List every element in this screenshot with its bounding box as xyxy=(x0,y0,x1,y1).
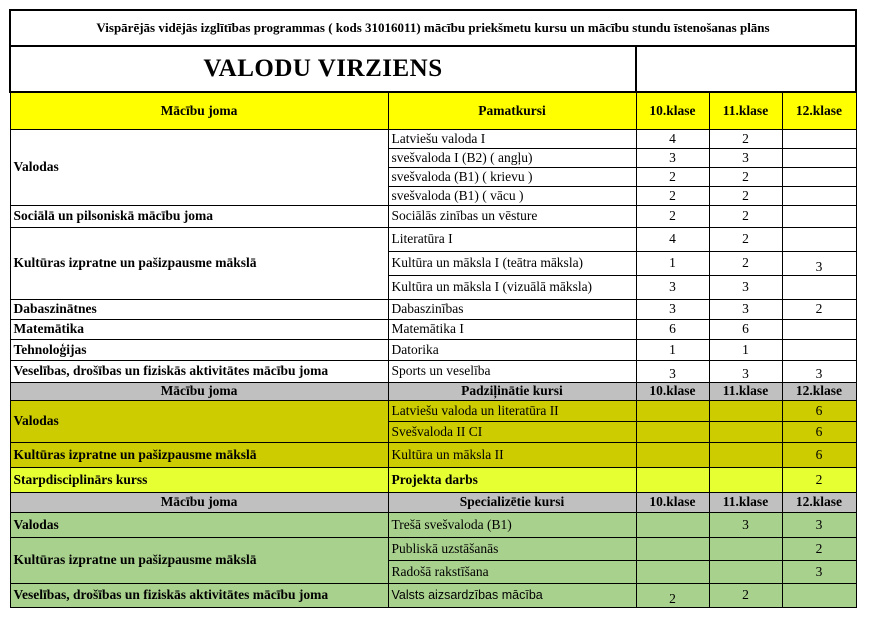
g10-cell: 3 xyxy=(636,275,709,299)
g10-cell xyxy=(636,400,709,421)
table-row xyxy=(10,339,856,360)
area-interdisciplinary: Starpdisciplinārs kurss xyxy=(10,467,388,492)
g11-cell: 2 xyxy=(709,583,782,607)
header-g12: 12.klase xyxy=(782,492,856,512)
table-row xyxy=(10,319,856,339)
advanced-header-row xyxy=(10,382,856,400)
g10-cell: 4 xyxy=(636,129,709,148)
course-cell: svešvaloda (B1) ( krievu ) xyxy=(388,167,636,186)
g10-cell xyxy=(636,467,709,492)
header-area: Mācību joma xyxy=(10,92,388,129)
course-cell: Datorika xyxy=(388,339,636,360)
g11-cell xyxy=(709,537,782,560)
table-row xyxy=(10,583,856,607)
area-math: Matemātika xyxy=(10,319,388,339)
header-g12: 12.klase xyxy=(782,92,856,129)
direction-blank xyxy=(636,46,856,92)
course-cell: Sports un veselība xyxy=(388,360,636,382)
table-row xyxy=(10,360,856,382)
g12-cell xyxy=(782,186,856,205)
course-cell: Latviešu valoda un literatūra II xyxy=(388,400,636,421)
course-cell: Publiskā uzstāšanās xyxy=(388,537,636,560)
area-culture-advanced: Kultūras izpratne un pašizpausme mākslā xyxy=(10,442,388,467)
g12-cell xyxy=(782,583,856,607)
course-cell: Kultūra un māksla I (vizuālā māksla) xyxy=(388,275,636,299)
g12-cell xyxy=(782,227,856,251)
g10-cell xyxy=(636,442,709,467)
g10-cell: 1 xyxy=(636,339,709,360)
header-g11: 11.klase xyxy=(709,92,782,129)
specialized-header-row xyxy=(10,492,856,512)
g12-cell xyxy=(782,167,856,186)
g10-cell: 3 xyxy=(636,148,709,167)
table-row xyxy=(10,299,856,319)
header-g10: 10.klase xyxy=(636,382,709,400)
g10-cell: 2 xyxy=(636,167,709,186)
g10-cell: 4 xyxy=(636,227,709,251)
course-cell: svešvaloda I (B2) ( angļu) xyxy=(388,148,636,167)
g12-cell: 2 xyxy=(782,299,856,319)
header-g10: 10.klase xyxy=(636,492,709,512)
direction-title: VALODU VIRZIENS xyxy=(10,46,636,92)
g11-cell: 3 xyxy=(709,275,782,299)
course-cell: Literatūra I xyxy=(388,227,636,251)
table-row xyxy=(10,400,856,421)
g12-cell: 3 xyxy=(782,560,856,583)
course-cell: Trešā svešvaloda (B1) xyxy=(388,512,636,537)
g11-cell xyxy=(709,400,782,421)
g11-cell xyxy=(709,442,782,467)
course-cell: Valsts aizsardzības mācība xyxy=(388,583,636,607)
area-tech: Tehnoloģijas xyxy=(10,339,388,360)
g10-cell: 1 xyxy=(636,251,709,275)
g12-cell: 6 xyxy=(782,421,856,442)
g10-cell xyxy=(636,560,709,583)
g11-cell: 2 xyxy=(709,251,782,275)
g10-cell xyxy=(636,537,709,560)
g12-cell: 3 xyxy=(782,251,856,275)
course-cell: Sociālās zinības un vēsture xyxy=(388,205,636,227)
g11-cell: 2 xyxy=(709,186,782,205)
g11-cell xyxy=(709,421,782,442)
header-g11: 11.klase xyxy=(709,492,782,512)
g12-cell: 6 xyxy=(782,442,856,467)
g12-cell xyxy=(782,205,856,227)
g10-cell: 3 xyxy=(636,299,709,319)
g11-cell: 2 xyxy=(709,167,782,186)
basic-header-row xyxy=(10,92,856,129)
table-row xyxy=(10,537,856,560)
g11-cell: 3 xyxy=(709,299,782,319)
g10-cell: 3 xyxy=(636,360,709,382)
area-culture-specialized: Kultūras izpratne un pašizpausme mākslā xyxy=(10,537,388,583)
g12-cell xyxy=(782,319,856,339)
header-area: Mācību joma xyxy=(10,492,388,512)
course-cell: svešvaloda (B1) ( vācu ) xyxy=(388,186,636,205)
g10-cell: 2 xyxy=(636,583,709,607)
g11-cell: 3 xyxy=(709,360,782,382)
area-science: Dabaszinātnes xyxy=(10,299,388,319)
g11-cell: 2 xyxy=(709,205,782,227)
study-plan-table xyxy=(9,9,857,608)
header-advanced: Padziļinātie kursi xyxy=(388,382,636,400)
header-g12: 12.klase xyxy=(782,382,856,400)
header-g10: 10.klase xyxy=(636,92,709,129)
header-basic: Pamatkursi xyxy=(388,92,636,129)
course-cell: Kultūra un māksla I (teātra māksla) xyxy=(388,251,636,275)
g10-cell: 2 xyxy=(636,205,709,227)
area-valodas: Valodas xyxy=(10,129,388,205)
area-health-specialized: Veselības, drošības un fiziskās aktivitātes mācību joma xyxy=(10,583,388,607)
g12-cell: 3 xyxy=(782,360,856,382)
table-row xyxy=(10,467,856,492)
area-valodas-specialized: Valodas xyxy=(10,512,388,537)
course-cell: Dabaszinības xyxy=(388,299,636,319)
course-cell: Projekta darbs xyxy=(388,467,636,492)
g12-cell xyxy=(782,275,856,299)
g12-cell: 3 xyxy=(782,512,856,537)
g10-cell xyxy=(636,512,709,537)
header-area: Mācību joma xyxy=(10,382,388,400)
g12-cell: 2 xyxy=(782,467,856,492)
g11-cell: 3 xyxy=(709,148,782,167)
g11-cell: 1 xyxy=(709,339,782,360)
course-cell: Kultūra un māksla II xyxy=(388,442,636,467)
g10-cell xyxy=(636,421,709,442)
header-g11: 11.klase xyxy=(709,382,782,400)
document-title: Vispārējās vidējās izglītības programmas ( kods 31016011) mācību priekšmetu kursu un mācību stundu īstenošanas plāns xyxy=(10,10,856,46)
area-culture: Kultūras izpratne un pašizpausme mākslā xyxy=(10,227,388,299)
table-row xyxy=(10,227,856,251)
g11-cell: 2 xyxy=(709,129,782,148)
header-specialized: Specializētie kursi xyxy=(388,492,636,512)
g11-cell xyxy=(709,560,782,583)
g10-cell: 2 xyxy=(636,186,709,205)
area-valodas-advanced: Valodas xyxy=(10,400,388,442)
g11-cell: 3 xyxy=(709,512,782,537)
course-cell: Matemātika I xyxy=(388,319,636,339)
g12-cell xyxy=(782,339,856,360)
course-cell: Svešvaloda II CI xyxy=(388,421,636,442)
table-row xyxy=(10,205,856,227)
area-health: Veselības, drošības un fiziskās aktivitātes mācību joma xyxy=(10,360,388,382)
table-row xyxy=(10,442,856,467)
g11-cell: 2 xyxy=(709,227,782,251)
g12-cell xyxy=(782,129,856,148)
g12-cell: 2 xyxy=(782,537,856,560)
course-cell: Latviešu valoda I xyxy=(388,129,636,148)
g12-cell xyxy=(782,148,856,167)
g11-cell xyxy=(709,467,782,492)
table-row xyxy=(10,512,856,537)
area-social: Sociālā un pilsoniskā mācību joma xyxy=(10,205,388,227)
g12-cell: 6 xyxy=(782,400,856,421)
g10-cell: 6 xyxy=(636,319,709,339)
course-cell: Radošā rakstīšana xyxy=(388,560,636,583)
table-row xyxy=(10,129,856,148)
g11-cell: 6 xyxy=(709,319,782,339)
